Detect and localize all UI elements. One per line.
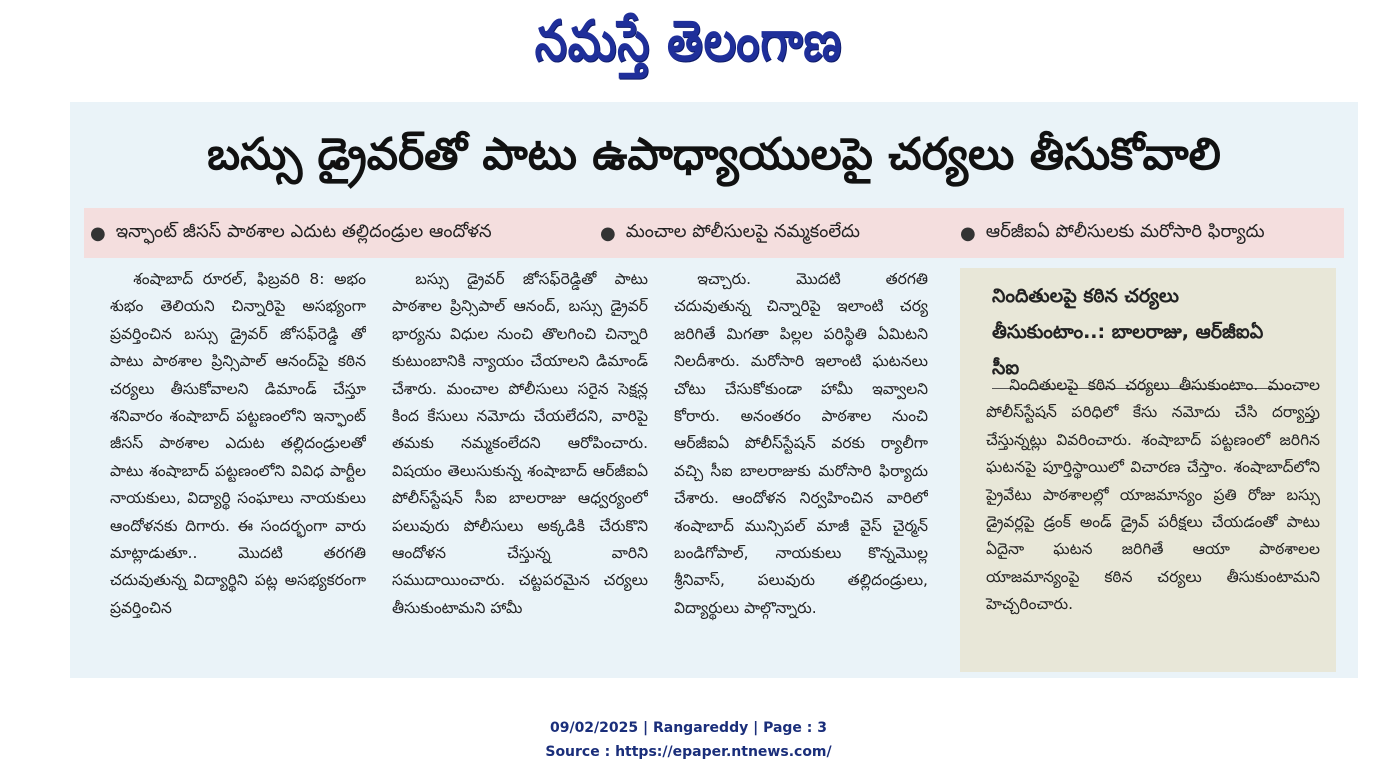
article-column-3	[674, 266, 928, 662]
article-clipping	[70, 102, 1358, 678]
subheadline-item	[600, 221, 860, 246]
column-text: ఇచ్చారు. మొదటి తరగతి చదువుతున్న చిన్నారిపై ఇలాంటి చర్య జరిగితే మిగతా పిల్లల పరిస్థితి ఏమిటని నిలదీశారు. మరోసారి ఇలాంటి ఘటనలు చోటు చేసుకోకుండా హామీ ఇవ్వాలని కోరారు. అనంతరం పాఠశాల నుంచి ఆర్‌జీఐఏ పోలీస్‌స్టేషన్ వరకు ర్యాలీగా వచ్చి సీఐ బాలరాజుకు మరోసారి ఫిర్యాదు చేశారు. ఆందోళన నిర్వహించిన వారిలో శంషాబాద్ మున్సిపల్ మాజీ వైస్ చైర్మన్ బండిగోపాల్, నాయకులు కొన్నమొల్ల శ్రీనివాస్, పలువురు తల్లిదండ్రులు, విద్యార్థులు పాల్గొన్నారు.	[674, 270, 928, 617]
subheadline-text: మంచాల పోలీసులపై నమ్మకంలేదు	[625, 220, 861, 242]
footer-source-link[interactable]: Source : https://epaper.ntnews.com/	[545, 744, 832, 760]
article-column-2	[392, 266, 648, 662]
page-footer	[0, 716, 1377, 764]
subheadline-bar	[84, 208, 1344, 258]
bullet-icon: ●	[90, 222, 106, 244]
sidebar-heading: నిందితులపై కఠిన చర్యలు తీసుకుంటాం..: బాలరాజు, ఆర్‌జీఐఏ సీఐ	[992, 278, 1292, 389]
sidebar-body	[986, 372, 1320, 619]
masthead	[0, 2, 1377, 88]
sidebar-box	[960, 268, 1336, 672]
column-text: బస్సు డ్రైవర్ జోసఫ్‌రెడ్డితో పాటు పాఠశాల ప్రిన్సిపాల్ ఆనంద్, బస్సు డ్రైవర్ భార్యను విధుల నుంచి తొలగించి చిన్నారి కుటుంబానికి న్యాయం చేయాలని డిమాండ్ చేశారు. మంచాల పోలీసులు సరైన సెక్షన్ల కింద కేసులు నమోదు చేయలేదని, వారిపై తమకు నమ్మకంలేదని ఆరోపించారు. విషయం తెలుసుకున్న శంషాబాద్ ఆర్‌జీఐఏ పోలీస్‌స్టేషన్ సీఐ బాలరాజు ఆధ్వర్యంలో పలువురు పోలీసులు అక్కడికి చేరుకొని ఆందోళన చేస్తున్న వారిని సముదాయించారు. చట్టపరమైన చర్యలు తీసుకుంటామని హామీ	[392, 270, 648, 617]
subheadline-item	[960, 221, 1265, 246]
column-text: శంషాబాద్ రూరల్, ఫిబ్రవరి 8: అభం శుభం తెలియని చిన్నారిపై అసభ్యంగా ప్రవర్తించిన బస్సు డ్రైవర్ జోసఫ్‌రెడ్డి తో పాటు పాఠశాల ప్రిన్సిపాల్ ఆనంద్‌పై కఠిన చర్యలు తీసుకోవాలని డిమాండ్ చేస్తూ శనివారం శంషాబాద్ పట్టణంలోని ఇన్ఫాంట్ జీసస్ పాఠశాల ఎదుట తల్లిదండ్రులతో పాటు శంషాబాద్ పట్టణంలోని వివిధ పార్టీల నాయకులు, విద్యార్థి సంఘాలు నాయకులు ఆందోళనకు దిగారు. ఈ సందర్భంగా వారు మాట్లాడుతూ.. మొదటి తరగతి చదువుతున్న విద్యార్థిని పట్ల అసభ్యకరంగా ప్రవర్తించిన	[110, 270, 366, 617]
subheadline-text: ఆర్‌జీఐఏ పోలీసులకు మరోసారి ఫిర్యాదు	[985, 220, 1265, 242]
bullet-icon: ●	[600, 222, 616, 244]
subheadline-item	[90, 221, 492, 246]
footer-edition-info: 09/02/2025 | Rangareddy | Page : 3	[549, 720, 828, 736]
subheadline-text: ఇన్ఫాంట్ జీసస్ పాఠశాల ఎదుట తల్లిదండ్రుల ఆందోళన	[115, 220, 492, 242]
newspaper-logo: నమస్తే తెలంగాణ	[534, 9, 843, 74]
article-column-1	[110, 266, 366, 662]
bullet-icon: ●	[960, 222, 976, 244]
sidebar-text: నిందితులపై కఠిన చర్యలు తీసుకుంటాం. మంచాల పోలీస్‌స్టేషన్ పరిధిలో కేసు నమోదు చేసి దర్యాప్తు చేస్తున్నట్లు వివరించారు. శంషాబాద్ పట్టణంలో జరిగిన ఘటనపై పూర్తిస్థాయిలో విచారణ చేస్తాం. శంషాబాద్‌లోని ప్రైవేటు పాఠశాలల్లో యాజమాన్యం ప్రతి రోజు బస్సు డ్రైవర్లపై డ్రంక్ అండ్ డ్రైవ్ పరీక్షలు చేయడంతో పాటు ఏదైనా ఘటన జరిగితే ఆయా పాఠశాలల యాజమాన్యంపై కఠిన చర్యలు తీసుకుంటామని హెచ్చరించారు.	[986, 376, 1320, 614]
article-headline: బస్సు డ్రైవర్‌తో పాటు ఉపాధ్యాయులపై చర్యలు తీసుకోవాలి	[207, 129, 1221, 180]
